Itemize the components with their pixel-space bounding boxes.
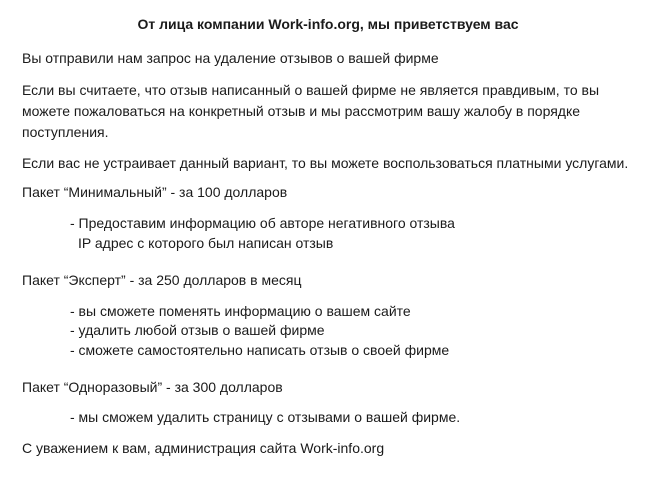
package-minimal-heading: Пакет “Минимальный” - за 100 долларов bbox=[22, 184, 288, 200]
package-expert-item: - удалить любой отзыв о вашей фирме bbox=[70, 322, 325, 338]
paid-services-intro: Если вас не устраивает данный вариант, то вы можете воспользоваться платными услугами. bbox=[22, 155, 629, 171]
intro-paragraph: Вы отправили нам запрос на удаление отзывов о вашей фирме bbox=[22, 50, 439, 66]
complaint-line-1: Если вы считаете, что отзыв написанный о вашей фирме не является правдивым, то вы bbox=[22, 82, 600, 98]
package-expert-heading: Пакет “Эксперт” - за 250 долларов в месяц bbox=[22, 272, 302, 288]
package-minimal-item: IP адрес с которого был написан отзыв bbox=[78, 235, 334, 251]
complaint-line-2: можете пожаловаться на конкретный отзыв и мы рассмотрим вашу жалобу в порядке bbox=[22, 103, 581, 119]
signature-line: С уважением к вам, администрация сайта Work-info.org bbox=[22, 440, 385, 456]
package-expert-item: - вы сможете поменять информацию о вашем сайте bbox=[70, 303, 411, 319]
complaint-line-3: поступления. bbox=[22, 124, 109, 140]
package-minimal-item: - Предоставим информацию об авторе негативного отзыва bbox=[70, 215, 455, 231]
letter-title: От лица компании Work-info.org, мы приветствуем вас bbox=[137, 16, 519, 32]
package-onetime-heading: Пакет “Одноразовый” - за 300 долларов bbox=[22, 379, 283, 395]
package-onetime-item: - мы сможем удалить страницу с отзывами о вашей фирме. bbox=[70, 409, 461, 425]
package-expert-item: - сможете самостоятельно написать отзыв о своей фирме bbox=[70, 342, 450, 358]
